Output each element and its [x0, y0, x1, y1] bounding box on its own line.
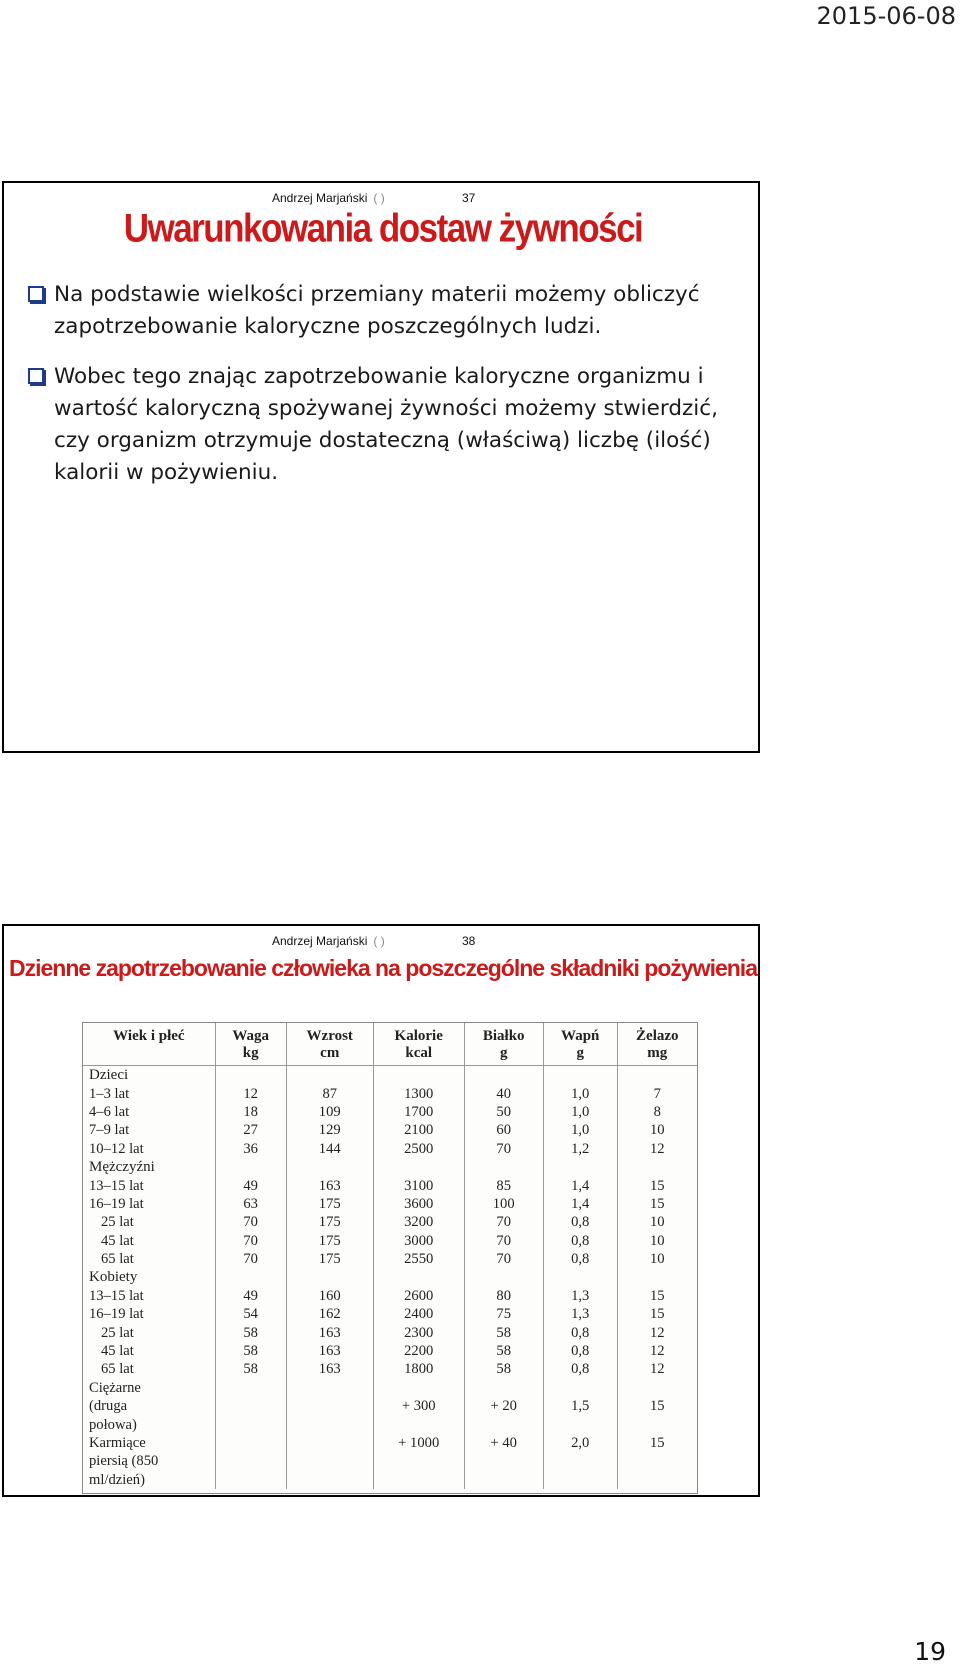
table-cell: [286, 1158, 373, 1176]
column-header: [286, 1023, 373, 1066]
table-cell: 0,8: [543, 1342, 617, 1360]
table-cell: 75: [464, 1305, 543, 1323]
row-label-cell: Kobiety: [89, 1269, 138, 1286]
table-cell: [373, 1415, 464, 1433]
table-cell: 1,2: [543, 1140, 617, 1158]
row-label-cell: 45 lat: [101, 1232, 134, 1249]
table-cell: [215, 1268, 286, 1286]
column-header-label: Waga: [232, 1028, 269, 1044]
row-label-cell: 25 lat: [101, 1324, 134, 1341]
table-cell: 15: [617, 1195, 697, 1213]
table-cell: 175: [286, 1232, 373, 1250]
table-cell: 0,8: [543, 1323, 617, 1341]
table-cell: [215, 1415, 286, 1433]
table-row: [83, 1379, 697, 1397]
table-cell: [617, 1471, 697, 1489]
table-cell: 10: [617, 1232, 697, 1250]
table-cell: 12: [617, 1323, 697, 1341]
slide-37: [2, 181, 760, 753]
table-cell: [543, 1066, 617, 1085]
table-row: [83, 1415, 697, 1433]
table-cell: [215, 1397, 286, 1415]
table-cell: 70: [464, 1250, 543, 1268]
table-row: [83, 1176, 697, 1194]
table-cell: + 40: [464, 1434, 543, 1452]
table-cell: [617, 1158, 697, 1176]
table-row: [83, 1140, 697, 1158]
row-label-cell: Karmiące: [89, 1435, 146, 1451]
column-header: [543, 1023, 617, 1066]
table-cell: 2500: [373, 1140, 464, 1158]
table-cell: 2550: [373, 1250, 464, 1268]
table-cell: 162: [286, 1305, 373, 1323]
table-cell: 10: [617, 1250, 697, 1268]
table-row: [83, 1434, 697, 1452]
row-label-cell: Ciężarne: [89, 1379, 141, 1396]
table-cell: [373, 1452, 464, 1470]
table-cell: 58: [464, 1360, 543, 1378]
table-cell: 175: [286, 1195, 373, 1213]
row-label-cell: 10–12 lat: [89, 1140, 144, 1157]
table-cell: 2200: [373, 1342, 464, 1360]
table-cell: 50: [464, 1103, 543, 1121]
table-cell: + 1000: [373, 1434, 464, 1452]
table-cell: 70: [464, 1140, 543, 1158]
table-row: [83, 1250, 697, 1268]
column-header-label: Wapń: [561, 1028, 600, 1044]
table-cell: [373, 1066, 464, 1085]
table-cell: 70: [215, 1213, 286, 1231]
table-row: [83, 1287, 697, 1305]
table-cell: 1,5: [543, 1397, 617, 1415]
column-header-label: Wiek i płeć: [113, 1028, 185, 1044]
row-label-cell: 45 lat: [101, 1343, 134, 1360]
table-cell: 1700: [373, 1103, 464, 1121]
table-body: [83, 1066, 697, 1489]
table-cell: [464, 1471, 543, 1489]
table-cell: 12: [617, 1342, 697, 1360]
table-row: [83, 1084, 697, 1102]
slide-number: 37: [462, 191, 476, 205]
nutrition-table: [83, 1023, 697, 1489]
table-cell: 1,0: [543, 1103, 617, 1121]
table-cell: 58: [464, 1323, 543, 1341]
table-cell: 1800: [373, 1360, 464, 1378]
table-cell: 12: [617, 1360, 697, 1378]
table-row: [83, 1471, 697, 1489]
table-cell: 2100: [373, 1121, 464, 1139]
table-cell: 2300: [373, 1323, 464, 1341]
table-cell: [543, 1379, 617, 1397]
table-cell: 63: [215, 1195, 286, 1213]
row-label-cell: Mężczyźni: [89, 1159, 155, 1176]
table-row: [83, 1066, 697, 1085]
table-cell: [543, 1452, 617, 1470]
table-cell: 3000: [373, 1232, 464, 1250]
table-cell: 3100: [373, 1176, 464, 1194]
bullet-text: Wobec tego znając zapotrzebowanie kaloryczne organizmu i wartość kaloryczną spożywanej żywności możemy stwierdzić, czy organizm otrzymuje dostateczną (właściwą) liczbę (ilość) kalorii w pożywieniu.: [54, 364, 718, 485]
table-cell: [617, 1452, 697, 1470]
table-row: [83, 1103, 697, 1121]
slide-title: Uwarunkowania dostaw żywności: [123, 206, 643, 251]
table-cell: 15: [617, 1305, 697, 1323]
table-cell: [543, 1158, 617, 1176]
table-cell: 40: [464, 1084, 543, 1102]
table-cell: [215, 1452, 286, 1470]
column-header-label: Żelazo: [636, 1028, 679, 1044]
table-cell: 1,3: [543, 1287, 617, 1305]
table-cell: [373, 1158, 464, 1176]
author-paren: ( ): [373, 191, 385, 205]
table-cell: [373, 1379, 464, 1397]
row-label-cell: 25 lat: [101, 1214, 134, 1231]
table-row: [83, 1195, 697, 1213]
row-label-cell: 13–15 lat: [89, 1177, 144, 1194]
column-header: [464, 1023, 543, 1066]
column-header: [617, 1023, 697, 1066]
table-cell: 163: [286, 1176, 373, 1194]
table-cell: [286, 1434, 373, 1452]
table-cell: 0,8: [543, 1250, 617, 1268]
table-cell: 3200: [373, 1213, 464, 1231]
table-cell: 1,3: [543, 1305, 617, 1323]
table-cell: [617, 1415, 697, 1433]
table-cell: 70: [464, 1213, 543, 1231]
table-cell: 7: [617, 1084, 697, 1102]
table-cell: 12: [617, 1140, 697, 1158]
author-paren: ( ): [373, 934, 385, 948]
table-cell: 10: [617, 1213, 697, 1231]
slide-header: [272, 934, 476, 948]
table-cell: [543, 1471, 617, 1489]
slide-header: [272, 191, 476, 205]
page-date: 2015-06-08: [816, 2, 956, 30]
table-cell: 49: [215, 1176, 286, 1194]
table-cell: [286, 1066, 373, 1085]
table-cell: 175: [286, 1213, 373, 1231]
table-cell: [543, 1415, 617, 1433]
column-header-unit: kcal: [405, 1045, 433, 1061]
table-cell: 58: [464, 1342, 543, 1360]
row-label-cell: (druga: [89, 1398, 128, 1415]
table-cell: 60: [464, 1121, 543, 1139]
table-cell: 80: [464, 1287, 543, 1305]
table-cell: 163: [286, 1342, 373, 1360]
table-cell: 18: [215, 1103, 286, 1121]
table-cell: 15: [617, 1287, 697, 1305]
nutrition-table-image: [82, 1022, 698, 1494]
table-cell: 0,8: [543, 1232, 617, 1250]
table-row: [83, 1305, 697, 1323]
table-cell: 8: [617, 1103, 697, 1121]
table-cell: [543, 1268, 617, 1286]
table-cell: 163: [286, 1323, 373, 1341]
table-row: [83, 1323, 697, 1341]
table-cell: 1,0: [543, 1121, 617, 1139]
table-cell: 3600: [373, 1195, 464, 1213]
slide-title: Dzienne zapotrzebowanie człowieka na poszczególne składniki pożywienia: [9, 955, 757, 981]
table-cell: 70: [215, 1250, 286, 1268]
row-label-cell: 16–19 lat: [89, 1195, 144, 1212]
table-row: [83, 1360, 697, 1378]
table-cell: [286, 1397, 373, 1415]
table-cell: 2600: [373, 1287, 464, 1305]
table-cell: 2400: [373, 1305, 464, 1323]
bullet-item: [26, 279, 746, 343]
table-cell: 1300: [373, 1084, 464, 1102]
row-label-cell: 4–6 lat: [89, 1103, 130, 1120]
table-cell: [464, 1452, 543, 1470]
row-label-cell: piersią (850: [89, 1453, 159, 1470]
table-cell: [464, 1066, 543, 1085]
table-cell: 87: [286, 1084, 373, 1102]
table-cell: 54: [215, 1305, 286, 1323]
table-cell: 1,4: [543, 1176, 617, 1194]
table-cell: [215, 1471, 286, 1489]
table-cell: [215, 1379, 286, 1397]
table-cell: 49: [215, 1287, 286, 1305]
table-cell: 160: [286, 1287, 373, 1305]
row-label-cell: 7–9 lat: [89, 1122, 130, 1139]
table-row: [83, 1213, 697, 1231]
column-header-unit: g: [576, 1045, 584, 1061]
row-label-cell: 16–19 lat: [89, 1306, 144, 1323]
table-cell: [464, 1268, 543, 1286]
table-cell: 175: [286, 1250, 373, 1268]
table-cell: + 20: [464, 1397, 543, 1415]
table-cell: 58: [215, 1342, 286, 1360]
row-label-cell: 65 lat: [101, 1251, 134, 1268]
table-cell: [286, 1268, 373, 1286]
table-cell: [215, 1066, 286, 1085]
checkbox-bullet-icon: [28, 368, 44, 384]
table-row: [83, 1268, 697, 1286]
author-name: Andrzej Marjański: [272, 934, 368, 948]
row-label-cell: połowa): [89, 1416, 137, 1433]
table-cell: [286, 1415, 373, 1433]
table-cell: [215, 1434, 286, 1452]
table-cell: 36: [215, 1140, 286, 1158]
table-cell: 15: [617, 1397, 697, 1415]
table-cell: [464, 1415, 543, 1433]
column-header-unit: kg: [242, 1045, 259, 1061]
table-cell: 10: [617, 1121, 697, 1139]
table-cell: [464, 1158, 543, 1176]
table-cell: [464, 1379, 543, 1397]
table-row: [83, 1121, 697, 1139]
table-cell: 0,8: [543, 1360, 617, 1378]
column-header: [83, 1023, 215, 1066]
table-cell: [373, 1471, 464, 1489]
checkbox-bullet-icon: [28, 286, 44, 302]
table-cell: 163: [286, 1360, 373, 1378]
table-cell: 58: [215, 1360, 286, 1378]
table-cell: 1,0: [543, 1084, 617, 1102]
table-row: [83, 1452, 697, 1470]
row-label-cell: Dzieci: [89, 1067, 129, 1084]
column-header-label: Wzrost: [306, 1028, 353, 1044]
slide-38: [2, 924, 760, 1497]
table-row: [83, 1232, 697, 1250]
table-cell: 109: [286, 1103, 373, 1121]
table-cell: 70: [215, 1232, 286, 1250]
table-cell: [617, 1379, 697, 1397]
page-number: 19: [914, 1637, 946, 1666]
column-header-label: Białko: [482, 1028, 525, 1044]
table-cell: [286, 1452, 373, 1470]
slide-number: 38: [462, 934, 476, 948]
row-label-cell: 13–15 lat: [89, 1287, 144, 1304]
table-cell: 15: [617, 1176, 697, 1194]
table-row: [83, 1397, 697, 1415]
table-cell: 100: [464, 1195, 543, 1213]
column-header: [373, 1023, 464, 1066]
table-cell: 129: [286, 1121, 373, 1139]
table-header-row: [83, 1023, 697, 1066]
table-cell: 0,8: [543, 1213, 617, 1231]
table-cell: 144: [286, 1140, 373, 1158]
table-cell: 58: [215, 1323, 286, 1341]
table-cell: 27: [215, 1121, 286, 1139]
row-label-cell: 1–3 lat: [89, 1085, 130, 1102]
table-cell: [617, 1066, 697, 1085]
table-row: [83, 1342, 697, 1360]
author-name: Andrzej Marjański: [272, 191, 368, 205]
table-cell: 12: [215, 1084, 286, 1102]
table-cell: 85: [464, 1176, 543, 1194]
table-cell: + 300: [373, 1397, 464, 1415]
row-label-cell: 65 lat: [101, 1361, 134, 1378]
column-header-unit: mg: [647, 1045, 668, 1061]
table-cell: 1,4: [543, 1195, 617, 1213]
row-label-cell: ml/dzień): [89, 1471, 145, 1488]
table-cell: 2,0: [543, 1434, 617, 1452]
table-cell: 70: [464, 1232, 543, 1250]
table-cell: [215, 1158, 286, 1176]
bullet-text: Na podstawie wielkości przemiany materii możemy obliczyć zapotrzebowanie kaloryczne poszczególnych ludzi.: [54, 282, 700, 339]
column-header-unit: cm: [320, 1045, 340, 1061]
table-cell: [617, 1268, 697, 1286]
table-cell: [286, 1471, 373, 1489]
table-cell: 15: [617, 1434, 697, 1452]
column-header: [215, 1023, 286, 1066]
column-header-unit: g: [499, 1045, 508, 1061]
column-header-label: Kalorie: [394, 1028, 443, 1044]
table-cell: [373, 1268, 464, 1286]
bullet-item: [26, 361, 746, 489]
table-row: [83, 1158, 697, 1176]
table-cell: [286, 1379, 373, 1397]
